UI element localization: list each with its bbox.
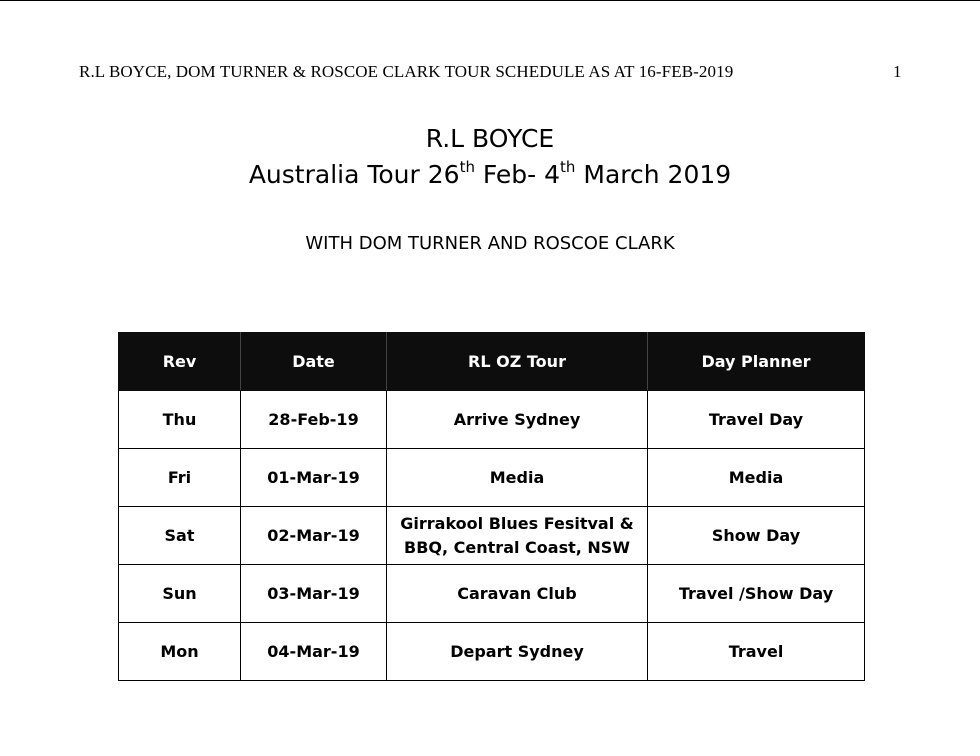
page-number: 1 — [893, 62, 902, 81]
table-row — [119, 623, 865, 681]
cell-plan: Travel — [648, 623, 865, 681]
column-header-tour: RL OZ Tour — [387, 333, 648, 391]
cell-day: Sat — [119, 507, 241, 565]
tour-title-prefix: Australia Tour 26 — [248, 160, 460, 189]
cell-day: Fri — [119, 449, 241, 507]
cell-event: Girrakool Blues Fesitval & BBQ, Central Coast, NSW — [387, 507, 648, 565]
cell-event: Caravan Club — [387, 565, 648, 623]
tour-title-tail: March 2019 — [575, 160, 732, 189]
cell-date: 03-Mar-19 — [241, 565, 387, 623]
cell-date: 28-Feb-19 — [241, 391, 387, 449]
subtitle: WITH DOM TURNER AND ROSCOE CLARK — [305, 233, 675, 254]
table-row — [119, 565, 865, 623]
column-header-date: Date — [241, 333, 387, 391]
tour-title — [0, 157, 980, 189]
cell-plan: Travel /Show Day — [648, 565, 865, 623]
cell-plan: Show Day — [648, 507, 865, 565]
cell-event: Media — [387, 449, 648, 507]
column-header-day-planner: Day Planner — [648, 333, 865, 391]
top-border-rule — [0, 0, 980, 1]
cell-day: Mon — [119, 623, 241, 681]
cell-plan: Media — [648, 449, 865, 507]
cell-event: Depart Sydney — [387, 623, 648, 681]
tour-schedule-table — [118, 332, 865, 681]
cell-day: Sun — [119, 565, 241, 623]
running-header: R.L BOYCE, DOM TURNER & ROSCOE CLARK TOUR SCHEDULE AS AT 16-FEB-2019 — [79, 62, 734, 81]
cell-plan: Travel Day — [648, 391, 865, 449]
table-row — [119, 449, 865, 507]
cell-date: 01-Mar-19 — [241, 449, 387, 507]
cell-date: 02-Mar-19 — [241, 507, 387, 565]
artist-title: R.L BOYCE — [425, 124, 555, 153]
table-row — [119, 391, 865, 449]
cell-day: Thu — [119, 391, 241, 449]
tour-title-end-suffix: th — [560, 157, 576, 176]
cell-date: 04-Mar-19 — [241, 623, 387, 681]
table-row — [119, 507, 865, 565]
tour-title-start-suffix: th — [459, 157, 475, 176]
table-header-row — [119, 333, 865, 391]
cell-event: Arrive Sydney — [387, 391, 648, 449]
column-header-rev: Rev — [119, 333, 241, 391]
tour-title-middle: Feb- 4 — [474, 160, 561, 189]
